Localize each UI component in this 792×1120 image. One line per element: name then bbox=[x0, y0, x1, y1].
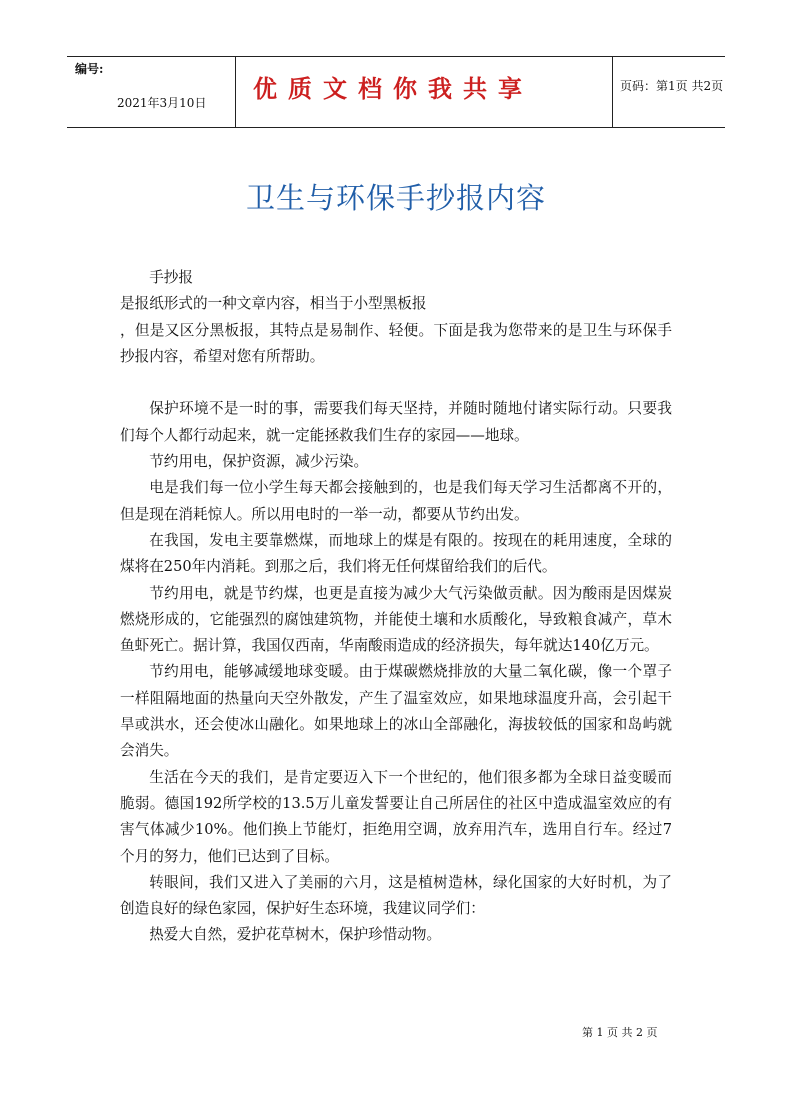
intro-line: 手抄报 bbox=[149, 269, 193, 286]
body-paragraph: 电是我们每一位小学生每天都会接触到的，也是我们每天学习生活都离不开的，但是现在消耗惊人。所以用电时的一举一动，都要从节约出发。 bbox=[120, 479, 672, 523]
header-date: 2021年3月10日 bbox=[117, 96, 207, 110]
document-header bbox=[67, 56, 725, 128]
header-left-cell bbox=[67, 57, 236, 127]
body-paragraph: 保护环境不是一时的事，需要我们每天坚持，并随时随地付诸实际行动。只要我们每个人都行动起来，就一定能拯救我们生存的家园——地球。 bbox=[120, 400, 672, 444]
body-paragraph: 在我国，发电主要靠燃煤，而地球上的煤是有限的。按现在的耗用速度，全球的煤将在250年内消耗。到那之后，我们将无任何煤留给我们的后代。 bbox=[120, 531, 672, 576]
body-paragraph: 节约用电，就是节约煤，也更是直接为减少大气污染做贡献。因为酸雨是因煤炭燃烧形成的，它能强烈的腐蚀建筑物，并能使土壤和水质酸化，导致粮食减产，草木鱼虾死亡。据计算，我国仅西南，华南酸雨造成的经济损失，每年就达140亿万元。 bbox=[120, 584, 672, 655]
body-paragraph: 生活在今天的我们，是肯定要迈入下一个世纪的，他们很多都为全球日益变暖而脆弱。德国192所学校的13.5万儿童发誓要让自己所居住的社区中造成温室效应的有害气体减少10%。他们换上节能灯，拒绝用空调，放弃用汽车，选用自行车。经过7个月的努力，他们已达到了目标。 bbox=[120, 768, 672, 865]
document-body bbox=[120, 265, 672, 949]
body-paragraph: 节约用电，能够减缓地球变暖。由于煤碳燃烧排放的大量二氧化碳，像一个罩子一样阻隔地面的热量向天空外散发，产生了温室效应，如果地球温度升高，会引起干旱或洪水，还会使冰山融化。如果地球上的冰山全部融化，海拔较低的国家和岛屿就会消失。 bbox=[120, 663, 672, 760]
header-page-cell bbox=[612, 57, 725, 127]
serial-label: 编号: bbox=[75, 62, 104, 76]
page-footer: 第 1 页 共 2 页 bbox=[582, 1026, 658, 1039]
intro-line: 是报纸形式的一种文章内容，相当于小型黑板报 bbox=[120, 295, 427, 313]
document-title: 卫生与环保手抄报内容 bbox=[245, 181, 546, 215]
body-paragraph: 转眼间，我们又进入了美丽的六月，这是植树造林，绿化国家的大好时机，为了创造良好的绿色家园，保护好生态环境，我建议同学们： bbox=[120, 873, 672, 918]
header-slogan: 优质文档你我共享 bbox=[253, 75, 533, 103]
header-slogan-cell bbox=[235, 57, 613, 127]
paragraph-gap bbox=[120, 370, 672, 396]
body-paragraph: 热爱大自然，爱护花草树木，保护珍惜动物。 bbox=[149, 926, 442, 944]
intro-line: ，但是又区分黑板报，其特点是易制作、轻便。下面是我为您带来的是卫生与环保手抄报内容，希望对您有所帮助。 bbox=[120, 321, 672, 365]
body-paragraph: 节约用电，保护资源，减少污染。 bbox=[149, 453, 369, 471]
header-page-info: 页码：第1页 共2页 bbox=[620, 79, 724, 93]
